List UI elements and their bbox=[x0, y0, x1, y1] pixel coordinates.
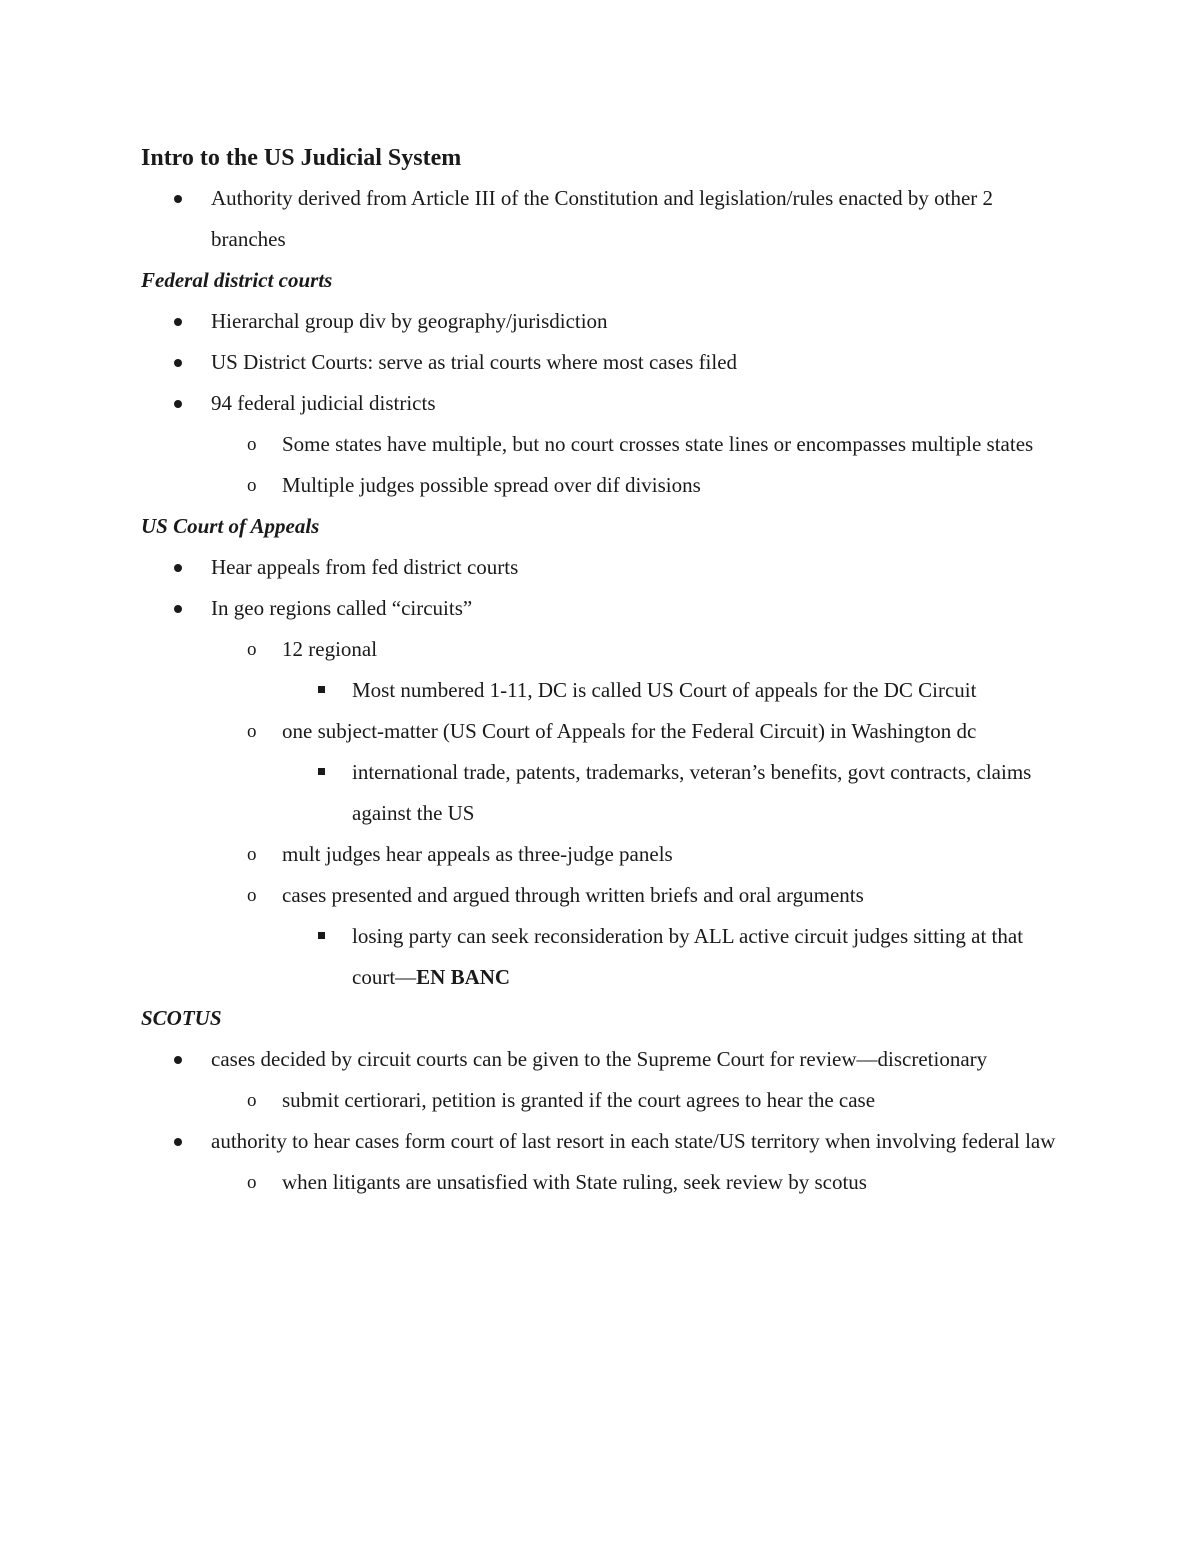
document-content bbox=[141, 138, 1071, 1203]
list-item: o 12 regional bbox=[141, 629, 1071, 670]
bullet-circle-icon: o bbox=[247, 1172, 257, 1193]
list-item: o submit certiorari, petition is granted if the court agrees to hear the case bbox=[141, 1080, 1071, 1121]
list-item: Hear appeals from fed district courts bbox=[141, 547, 1071, 588]
bullet-circle-icon: o bbox=[247, 475, 257, 496]
bullet-circle-icon: o bbox=[247, 1090, 257, 1111]
section-heading-court-of-appeals: US Court of Appeals bbox=[141, 514, 320, 538]
bullet-disc-icon bbox=[174, 547, 182, 588]
list-item: o mult judges hear appeals as three-judge panels bbox=[141, 834, 1071, 875]
list-item: o cases presented and argued through written briefs and oral arguments bbox=[141, 875, 1071, 916]
intro-list bbox=[141, 178, 1071, 260]
district-courts-list bbox=[141, 301, 1071, 506]
bullet-circle-icon: o bbox=[247, 885, 257, 906]
bullet-disc-icon bbox=[174, 588, 182, 629]
list-item: o when litigants are unsatisfied with State ruling, seek review by scotus bbox=[141, 1162, 1071, 1203]
list-item: o one subject-matter (US Court of Appeals for the Federal Circuit) in Washington dc bbox=[141, 711, 1071, 752]
list-item: o Multiple judges possible spread over dif divisions bbox=[141, 465, 1071, 506]
bullet-square-icon bbox=[318, 670, 325, 711]
list-item: Hierarchal group div by geography/jurisdiction bbox=[141, 301, 1071, 342]
bullet-disc-icon bbox=[174, 1039, 182, 1080]
bullet-disc-icon bbox=[174, 178, 182, 219]
list-item: 94 federal judicial districts bbox=[141, 383, 1071, 424]
bullet-circle-icon: o bbox=[247, 434, 257, 455]
section-heading-scotus: SCOTUS bbox=[141, 1006, 222, 1030]
court-of-appeals-list bbox=[141, 547, 1071, 998]
list-item: losing party can seek reconsideration by ALL active circuit judges sitting at that court—EN BANC bbox=[141, 916, 1071, 998]
list-item: authority to hear cases form court of last resort in each state/US territory when involving federal law bbox=[141, 1121, 1071, 1162]
bullet-circle-icon: o bbox=[247, 844, 257, 865]
list-item: US District Courts: serve as trial courts where most cases filed bbox=[141, 342, 1071, 383]
bullet-square-icon bbox=[318, 916, 325, 957]
bullet-square-icon bbox=[318, 752, 325, 793]
bullet-circle-icon: o bbox=[247, 639, 257, 660]
list-item: international trade, patents, trademarks, veteran’s benefits, govt contracts, claims against the US bbox=[141, 752, 1071, 834]
bullet-disc-icon bbox=[174, 301, 182, 342]
list-item: Authority derived from Article III of the Constitution and legislation/rules enacted by other 2 branches bbox=[141, 178, 1071, 260]
bullet-disc-icon bbox=[174, 342, 182, 383]
bullet-circle-icon: o bbox=[247, 721, 257, 742]
list-item: Most numbered 1-11, DC is called US Court of appeals for the DC Circuit bbox=[141, 670, 1071, 711]
document-title: Intro to the US Judicial System bbox=[141, 145, 462, 171]
bullet-disc-icon bbox=[174, 383, 182, 424]
bullet-disc-icon bbox=[174, 1121, 182, 1162]
list-item: cases decided by circuit courts can be given to the Supreme Court for review—discretionary bbox=[141, 1039, 1071, 1080]
section-heading-district-courts: Federal district courts bbox=[141, 268, 333, 292]
list-item: In geo regions called “circuits” bbox=[141, 588, 1071, 629]
scotus-list bbox=[141, 1039, 1071, 1203]
en-banc-emphasis: EN BANC bbox=[416, 965, 511, 989]
list-item: o Some states have multiple, but no court crosses state lines or encompasses multiple states bbox=[141, 424, 1071, 465]
